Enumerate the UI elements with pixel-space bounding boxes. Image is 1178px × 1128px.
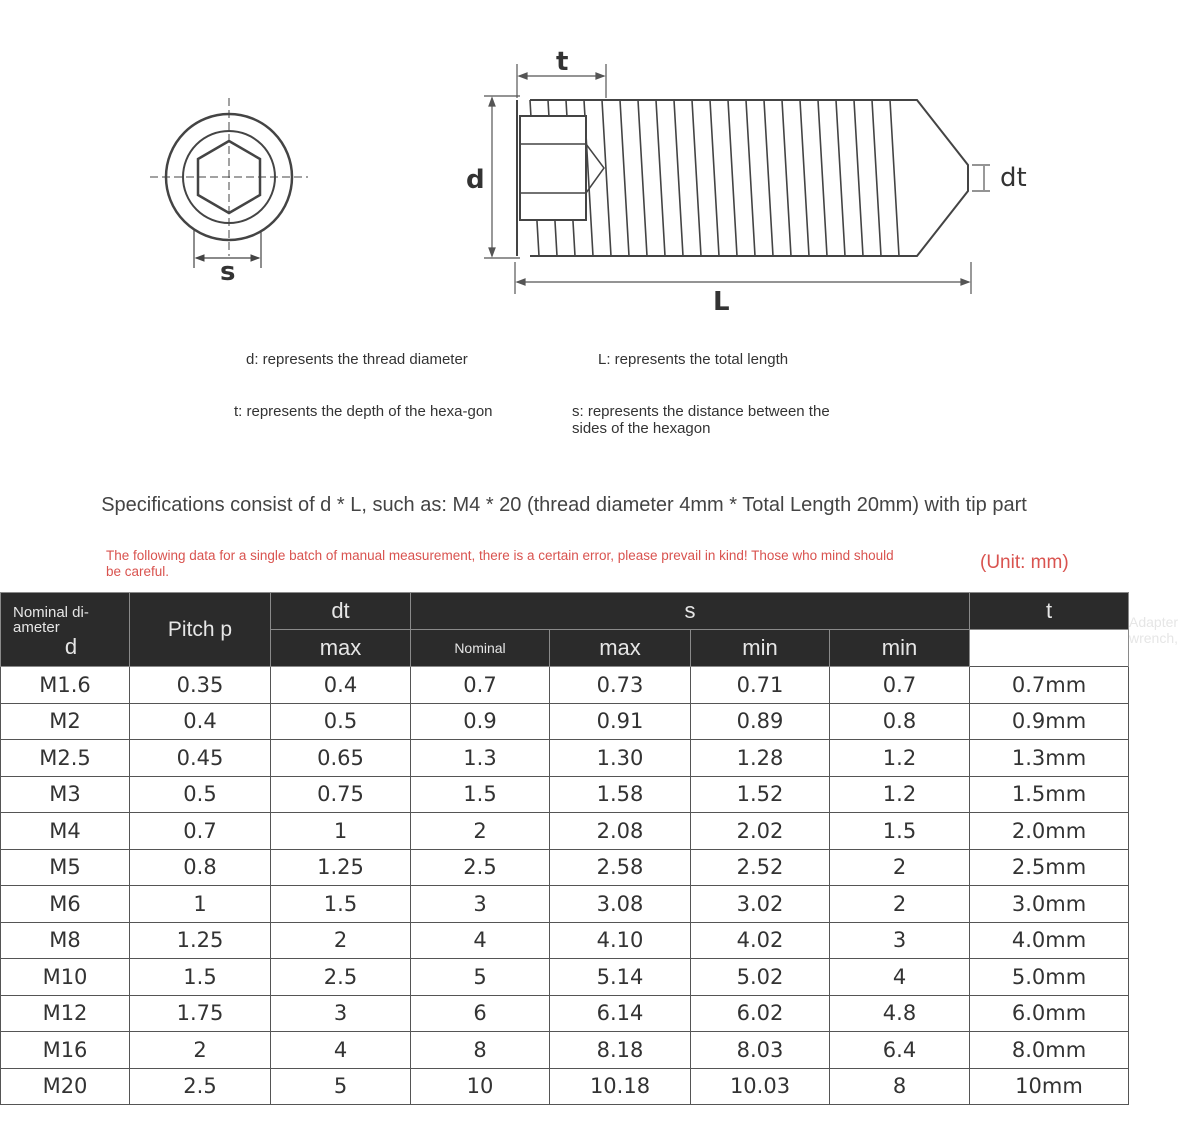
table-cell: 0.35 [130, 667, 271, 704]
set-screw-diagram [0, 0, 1128, 330]
table-cell: 1 [130, 886, 271, 923]
table-row [1, 959, 1129, 996]
label-dt: dt [1000, 163, 1027, 193]
table-cell: 4 [411, 922, 550, 959]
table-cell: 2.08 [550, 813, 691, 850]
table-cell: 0.8 [830, 703, 970, 740]
table-cell: 1.5 [271, 886, 411, 923]
table-cell: 0.65 [271, 740, 411, 777]
table-cell: 6.02 [691, 995, 830, 1032]
spec-table: Nominal di-ameter d Pitch p dt s t Adapter wrench, max Nominal max min min M1.6 0.35 0.4 0.7 0.73 0.71 0.7 0.7mm M2 0.4 0.5 0.9 0.91 0.89 0.8 0.9mm M2.5 0.45 0.65 1.3 1.30 1.28 1.2 1.3mm M3 0.5 0.75 1.5 1.58 1.52 1.2 1.5mm M4 0.7 1 2 2.08 2.02 1.5 2.0mm M5 0.8 1.25 2.5 2.58 2.52 2 2.5mm M6 1 1.5 3 3.08 3.02 2 3.0mm M8 1.25 2 4 4.10 4.02 3 4.0mm M10 1.5 2.5 5 5.14 5.02 4 5.0mm M12 1.75 3 6 6.14 6.02 4.8 6.0mm M16 2 4 8 8.18 8.03 6.4 8.0mm M20 2.5 5 10 10.18 10.03 8 10mm [0, 592, 1129, 1105]
header-s: s [411, 593, 970, 630]
table-cell: 4 [271, 1032, 411, 1069]
table-cell: 1.30 [550, 740, 691, 777]
dim-d [484, 96, 520, 258]
table-cell: 8.03 [691, 1032, 830, 1069]
header-pitch: Pitch p [130, 593, 271, 667]
table-cell: 0.7mm [970, 667, 1129, 704]
header-nominal-d: d [64, 634, 78, 659]
table-cell: 0.4 [130, 703, 271, 740]
table-cell: 3 [411, 886, 550, 923]
table-cell: 1.3mm [970, 740, 1129, 777]
label-L: L [713, 287, 730, 317]
header-dt-max: max [271, 630, 411, 667]
header-nominal-label: Nominal di-ameter [13, 604, 89, 636]
table-cell: 4.8 [830, 995, 970, 1032]
table-cell: 0.75 [271, 776, 411, 813]
label-s: s [220, 257, 236, 287]
table-cell: 0.7 [130, 813, 271, 850]
table-cell: 2.5 [271, 959, 411, 996]
table-cell: 8 [411, 1032, 550, 1069]
table-cell: 10.18 [550, 1068, 691, 1105]
table-body [1, 667, 1129, 1105]
table-cell: 2.0mm [970, 813, 1129, 850]
table-cell: M6 [1, 886, 130, 923]
table-cell: 4 [830, 959, 970, 996]
table-cell: 2.58 [550, 849, 691, 886]
table-cell: 1 [271, 813, 411, 850]
table-cell: M16 [1, 1032, 130, 1069]
table-cell: M4 [1, 813, 130, 850]
table-cell: 0.89 [691, 703, 830, 740]
table-cell: 0.71 [691, 667, 830, 704]
table-cell: 10.03 [691, 1068, 830, 1105]
table-cell: 2 [130, 1032, 271, 1069]
table-cell: 2.52 [691, 849, 830, 886]
table-row [1, 776, 1129, 813]
table-cell: 10mm [970, 1068, 1129, 1105]
table-cell: 1.25 [130, 922, 271, 959]
table-cell: M2 [1, 703, 130, 740]
table-cell: M12 [1, 995, 130, 1032]
table-cell: M2.5 [1, 740, 130, 777]
table-cell: 1.58 [550, 776, 691, 813]
table-cell: 4.10 [550, 922, 691, 959]
table-cell: 2 [830, 886, 970, 923]
legend-L: L: represents the total length [598, 351, 789, 368]
table-cell: 0.7 [411, 667, 550, 704]
table-cell: 6 [411, 995, 550, 1032]
table-cell: 2.5 [411, 849, 550, 886]
header-s-min: min [691, 630, 830, 667]
table-cell: 5.02 [691, 959, 830, 996]
label-d: d [466, 165, 485, 195]
table-cell: M8 [1, 922, 130, 959]
table-cell: 2 [411, 813, 550, 850]
table-cell: 4.0mm [970, 922, 1129, 959]
header-dt: dt [271, 593, 411, 630]
table-cell: 2.5 [130, 1068, 271, 1105]
table-cell: 0.73 [550, 667, 691, 704]
table-row [1, 740, 1129, 777]
spec-text: Specifications consist of d * L, such as: M4 * 20 (thread diameter 4mm * Total Length 20mm) with tip part [101, 494, 1027, 516]
table-row [1, 1068, 1129, 1105]
table-cell: 6.0mm [970, 995, 1129, 1032]
header-s-max: max [550, 630, 691, 667]
header-t: t [970, 593, 1129, 630]
table-cell: 6.4 [830, 1032, 970, 1069]
measurement-note: The following data for a single batch of manual measurement, there is a certain error, please prevail in kind! Those who mind should be careful. [106, 548, 894, 579]
table-cell: 1.5mm [970, 776, 1129, 813]
header-t-min: min [830, 630, 970, 667]
table-cell: 1.2 [830, 740, 970, 777]
table-cell: 1.5 [411, 776, 550, 813]
table-cell: M10 [1, 959, 130, 996]
legend-t: t: represents the depth of the hexa-gon [234, 403, 493, 420]
table-cell: 0.4 [271, 667, 411, 704]
table-cell: 0.8 [130, 849, 271, 886]
table-cell: 1.5 [130, 959, 271, 996]
table-cell: 3 [830, 922, 970, 959]
legend-s: s: represents the distance between the sides of the hexagon [572, 403, 830, 437]
table-cell: 3 [271, 995, 411, 1032]
dim-dt [972, 165, 990, 191]
table-cell: 2.02 [691, 813, 830, 850]
table-cell: 1.52 [691, 776, 830, 813]
table-cell: 3.0mm [970, 886, 1129, 923]
side-view [517, 100, 968, 256]
table-cell: 1.25 [271, 849, 411, 886]
table-cell: 5 [411, 959, 550, 996]
table-cell: M5 [1, 849, 130, 886]
table-cell: 8.0mm [970, 1032, 1129, 1069]
table-cell: 2.5mm [970, 849, 1129, 886]
table-cell: 0.91 [550, 703, 691, 740]
table-cell: 1.3 [411, 740, 550, 777]
header-nominal-diameter [1, 593, 130, 667]
table-cell: 8 [830, 1068, 970, 1105]
end-view [150, 98, 308, 268]
table-row [1, 886, 1129, 923]
table-row [1, 995, 1129, 1032]
table-cell: 3.08 [550, 886, 691, 923]
table-row [1, 849, 1129, 886]
table-cell: 6.14 [550, 995, 691, 1032]
table-cell: 1.75 [130, 995, 271, 1032]
table-cell: 0.5 [271, 703, 411, 740]
table-cell: M20 [1, 1068, 130, 1105]
table-cell: 0.9 [411, 703, 550, 740]
table-cell: 3.02 [691, 886, 830, 923]
label-t: t [556, 47, 569, 77]
table-row [1, 1032, 1129, 1069]
dim-L [515, 262, 971, 294]
table-cell: 4.02 [691, 922, 830, 959]
table-cell: M3 [1, 776, 130, 813]
table-cell: 2 [830, 849, 970, 886]
table-cell: 10 [411, 1068, 550, 1105]
table-cell: 8.18 [550, 1032, 691, 1069]
header-s-nominal: Nominal [411, 630, 550, 667]
table-row [1, 667, 1129, 704]
legend-d: d: represents the thread diameter [246, 351, 468, 368]
table-cell: 5.0mm [970, 959, 1129, 996]
table-row [1, 922, 1129, 959]
table-cell: 2 [271, 922, 411, 959]
table-cell: M1.6 [1, 667, 130, 704]
table-cell: 0.7 [830, 667, 970, 704]
table-cell: 1.2 [830, 776, 970, 813]
table-cell: 1.5 [830, 813, 970, 850]
table-cell: 5.14 [550, 959, 691, 996]
table-cell: 0.9mm [970, 703, 1129, 740]
unit-label: (Unit: mm) [980, 552, 1069, 573]
table-cell: 0.45 [130, 740, 271, 777]
table-row [1, 813, 1129, 850]
table-cell: 5 [271, 1068, 411, 1105]
table-cell: 0.5 [130, 776, 271, 813]
table-row [1, 703, 1129, 740]
table-cell: 1.28 [691, 740, 830, 777]
